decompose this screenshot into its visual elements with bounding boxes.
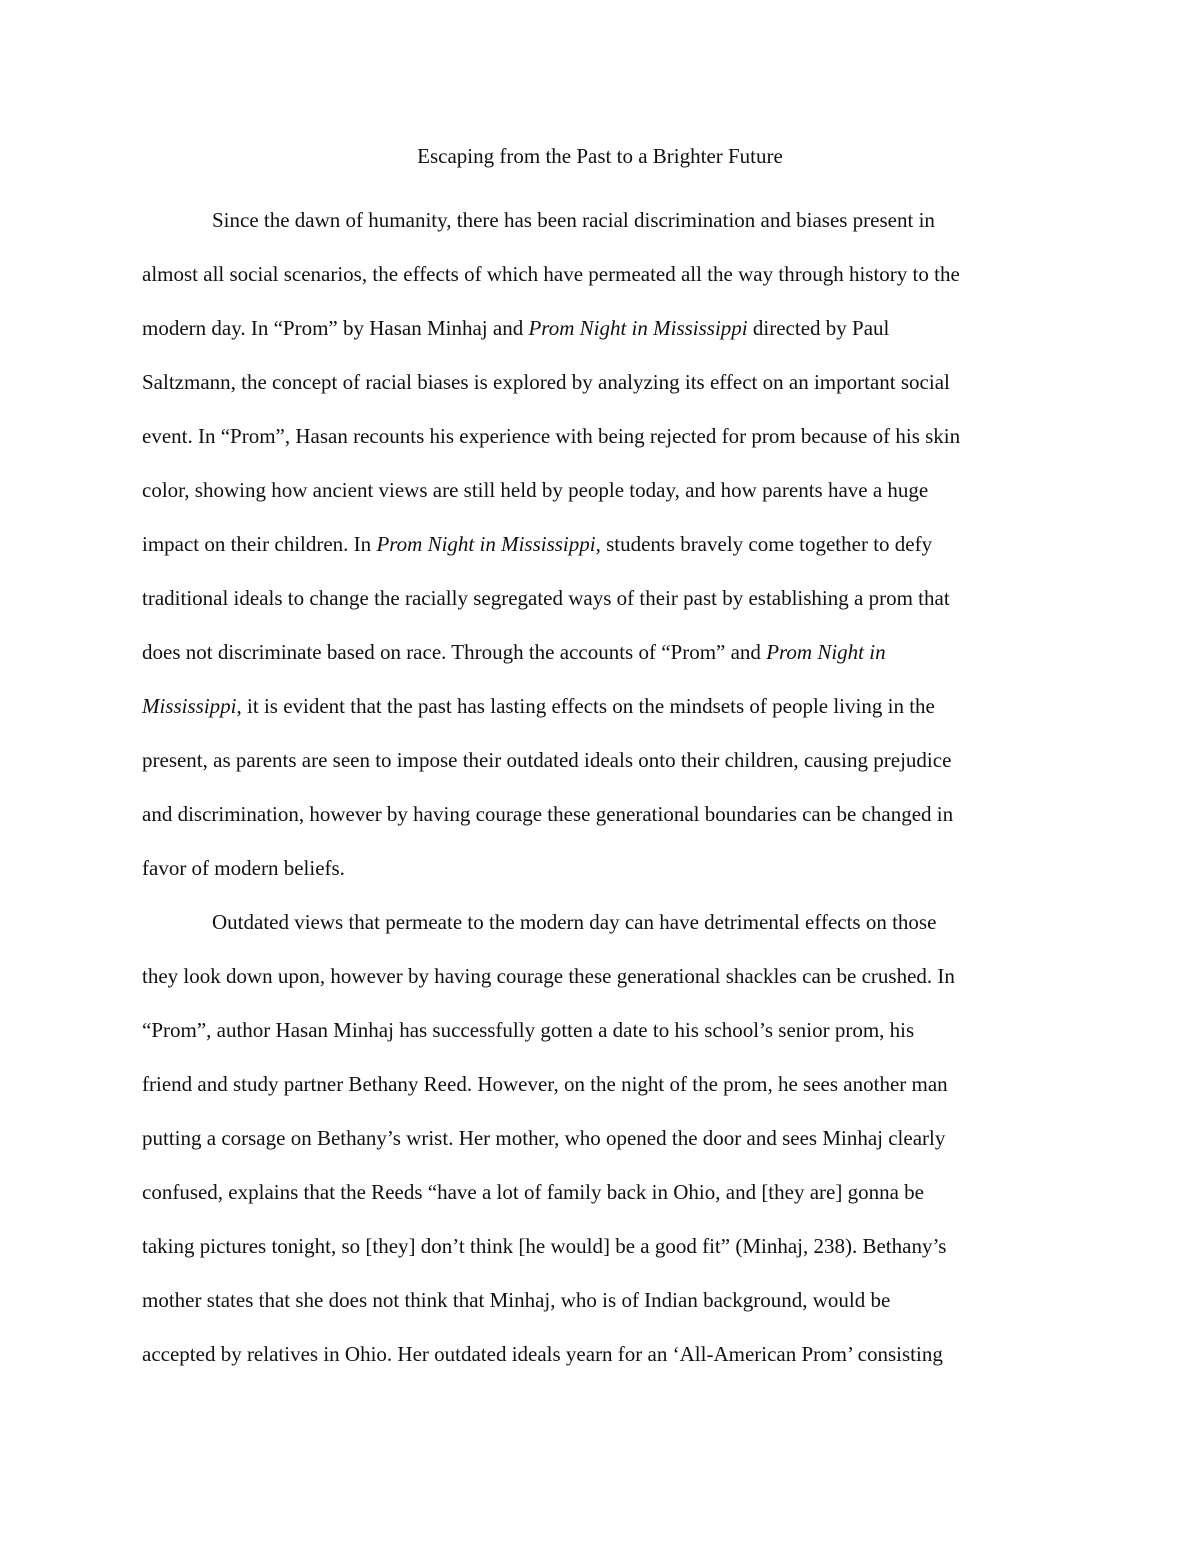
document-title: Escaping from the Past to a Brighter Future <box>417 144 783 168</box>
text-line <box>142 1219 1062 1273</box>
text-run: Saltzmann, the concept of racial biases is explored by analyzing its effect on an important social <box>142 370 950 394</box>
text-run: present, as parents are seen to impose their outdated ideals onto their children, causing prejudice <box>142 748 952 772</box>
text-run: students bravely come together to defy <box>600 532 933 556</box>
text-run: confused, explains that the Reeds “have a lot of family back in Ohio, and [they are] gonna be <box>142 1180 924 1204</box>
text-line <box>142 463 1062 517</box>
text-run: almost all social scenarios, the effects of which have permeated all the way through history to the <box>142 262 960 286</box>
text-line <box>142 517 1062 571</box>
text-run: modern day. In “Prom” by Hasan Minhaj and <box>142 316 529 340</box>
text-line <box>142 1057 1062 1111</box>
text-run: friend and study partner Bethany Reed. However, on the night of the prom, he sees another man <box>142 1072 948 1096</box>
text-run: “Prom”, author Hasan Minhaj has successfully gotten a date to his school’s senior prom, his <box>142 1018 915 1042</box>
text-run: traditional ideals to change the racially segregated ways of their past by establishing a prom that <box>142 586 950 610</box>
text-line <box>142 679 1062 733</box>
text-run: directed by Paul <box>747 316 890 340</box>
text-run: Outdated views that permeate to the modern day can have detrimental effects on those <box>212 910 937 934</box>
text-run: putting a corsage on Bethany’s wrist. Her mother, who opened the door and sees Minhaj clearly <box>142 1126 946 1150</box>
document-body <box>142 193 1062 1381</box>
text-run: impact on their children. In <box>142 532 377 556</box>
text-run: event. In “Prom”, Hasan recounts his experience with being rejected for prom because of his skin <box>142 424 961 448</box>
text-line <box>142 841 1062 895</box>
italic-title: Mississippi <box>142 694 237 718</box>
text-line <box>142 247 1062 301</box>
text-line <box>142 301 1062 355</box>
text-line <box>142 1165 1062 1219</box>
text-line <box>142 733 1062 787</box>
text-line <box>142 625 1062 679</box>
text-line <box>142 1327 1062 1381</box>
text-line <box>142 409 1062 463</box>
italic-title: Prom Night in Mississippi, <box>376 532 601 556</box>
text-line <box>142 355 1062 409</box>
text-run: they look down upon, however by having courage these generational shackles can be crushed. In <box>142 964 955 988</box>
text-run: , it is evident that the past has lasting effects on the mindsets of people living in the <box>236 694 935 718</box>
paragraph <box>142 895 1062 1381</box>
text-run: does not discriminate based on race. Through the accounts of “Prom” and <box>142 640 767 664</box>
text-run: mother states that she does not think that Minhaj, who is of Indian background, would be <box>142 1288 891 1312</box>
text-run: Since the dawn of humanity, there has been racial discrimination and biases present in <box>212 208 935 232</box>
text-line <box>142 1273 1062 1327</box>
text-line <box>142 949 1062 1003</box>
text-run: and discrimination, however by having courage these generational boundaries can be changed in <box>142 802 954 826</box>
text-run: favor of modern beliefs. <box>142 856 345 880</box>
text-line <box>142 571 1062 625</box>
text-line <box>142 1003 1062 1057</box>
text-line <box>142 193 1062 247</box>
paragraph <box>142 193 1062 895</box>
text-line <box>142 787 1062 841</box>
text-line <box>142 895 1062 949</box>
text-line <box>142 1111 1062 1165</box>
text-run: accepted by relatives in Ohio. Her outdated ideals yearn for an ‘All-American Prom’ consisting <box>142 1342 943 1366</box>
italic-title: Prom Night in Mississippi <box>528 316 748 340</box>
text-run: taking pictures tonight, so [they] don’t think [he would] be a good fit” (Minhaj, 238). Bethany’s <box>142 1234 947 1258</box>
text-run: color, showing how ancient views are still held by people today, and how parents have a huge <box>142 478 929 502</box>
italic-title: Prom Night in <box>766 640 886 664</box>
